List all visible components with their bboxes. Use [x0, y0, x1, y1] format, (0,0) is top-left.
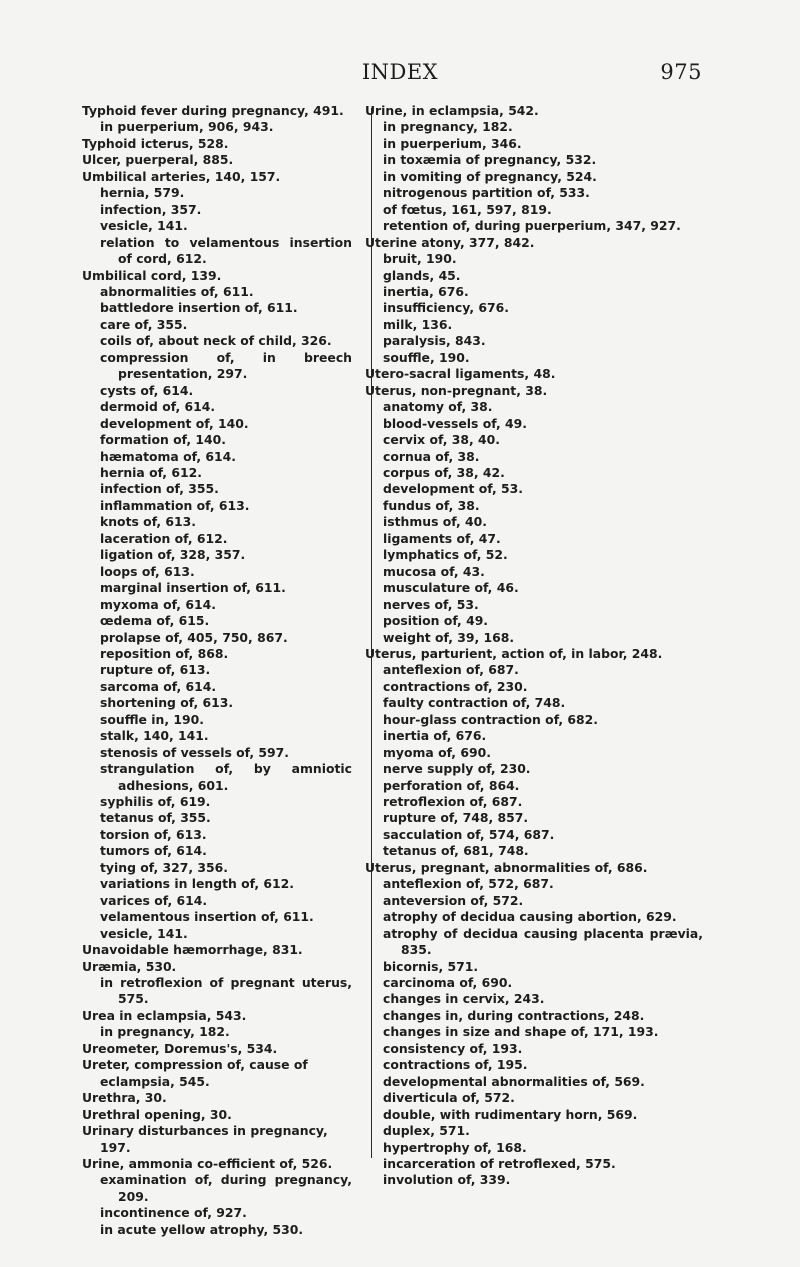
index-subentry: anteflexion of, 572, 687. — [383, 876, 554, 892]
index-subentry: coils of, about neck of child, 326. — [100, 333, 332, 349]
index-subentry: myxoma of, 614. — [100, 596, 216, 612]
index-subentry: variations in length of, 612. — [100, 876, 294, 892]
index-heading-entry: Urine, ammonia co-efficient of, 526. — [82, 1156, 333, 1171]
index-subentry: myoma of, 690. — [383, 744, 491, 760]
index-subentry: rupture of, 613. — [100, 662, 211, 678]
index-heading-entry: Uterus, pregnant, abnormalities of, 686. — [365, 859, 648, 875]
index-subentry: in pregnancy, 182. — [100, 1024, 230, 1040]
index-subentry: lymphatics of, 52. — [383, 547, 508, 563]
index-subentry: cervix of, 38, 40. — [383, 432, 500, 448]
index-subentry: retention of, during puerperium, 347, 927. — [383, 218, 681, 234]
index-subentry: loops of, 613. — [100, 563, 195, 579]
index-subentry: knots of, 613. — [100, 514, 197, 530]
index-subentry: developmental abnormalities of, 569. — [383, 1073, 645, 1089]
index-subentry: tumors of, 614. — [100, 843, 207, 859]
index-subentry: cysts of, 614. — [100, 382, 194, 398]
index-subentry: musculature of, 46. — [383, 580, 519, 596]
index-subentry: souffle, 190. — [383, 349, 470, 365]
index-subentry: perforation of, 864. — [383, 777, 520, 793]
index-column-right — [365, 103, 703, 1189]
index-subentry: incontinence of, 927. — [100, 1205, 247, 1221]
index-subentry: nitrogenous partition of, 533. — [383, 185, 590, 201]
index-subentry: inertia, 676. — [383, 283, 469, 299]
page-number: 975 — [660, 60, 702, 84]
index-subentry: anteflexion of, 687. — [383, 662, 519, 678]
index-subentry: formation of, 140. — [100, 432, 226, 448]
index-subentry: atrophy of decidua causing placenta prævia, 835. — [383, 925, 703, 958]
index-subentry: strangulation of, by amniotic adhesions, 601. — [100, 761, 352, 793]
index-subentry: tetanus of, 681, 748. — [383, 843, 529, 859]
index-subentry: development of, 140. — [100, 415, 249, 431]
index-subentry: torsion of, 613. — [100, 826, 207, 842]
index-subentry: reposition of, 868. — [100, 645, 229, 661]
index-subentry: inertia of, 676. — [383, 728, 487, 744]
index-subentry: bicornis, 571. — [383, 958, 479, 974]
index-subentry: in puerperium, 906, 943. — [100, 119, 274, 135]
index-subentry: faulty contraction of, 748. — [383, 695, 566, 711]
index-heading-entry: Umbilical cord, 139. — [82, 267, 222, 283]
index-subentry: weight of, 39, 168. — [383, 629, 515, 645]
index-heading-entry: Uterus, non-pregnant, 38. — [365, 382, 548, 398]
index-subentry: hypertrophy of, 168. — [383, 1139, 527, 1155]
index-subentry: in vomiting of pregnancy, 524. — [383, 168, 597, 184]
index-subentry: in pregnancy, 182. — [383, 119, 513, 135]
index-subentry: infection, 357. — [100, 201, 202, 217]
index-subentry: vesicle, 141. — [100, 218, 188, 234]
index-subentry: anteversion of, 572. — [383, 892, 524, 908]
index-subentry: velamentous insertion of, 611. — [100, 909, 314, 925]
index-subentry: marginal insertion of, 611. — [100, 580, 286, 596]
index-subentry: mucosa of, 43. — [383, 563, 485, 579]
index-subentry: hour-glass contraction of, 682. — [383, 711, 599, 727]
index-subentry: development of, 53. — [383, 481, 523, 497]
index-subentry: abnormalities of, 611. — [100, 283, 254, 299]
index-subentry: ligation of, 328, 357. — [100, 547, 246, 563]
index-heading-entry: Uterus, parturient, action of, in labor, 248. — [365, 645, 663, 661]
index-subentry: isthmus of, 40. — [383, 514, 487, 530]
page-title: INDEX — [361, 60, 439, 84]
index-subentry: sacculation of, 574, 687. — [383, 826, 555, 842]
index-subentry: infection of, 355. — [100, 481, 219, 497]
index-subentry: vesicle, 141. — [100, 925, 188, 941]
index-subentry: changes in cervix, 243. — [383, 991, 545, 1007]
index-heading-entry: Typhoid fever during pregnancy, 491. — [82, 103, 344, 118]
index-subentry: examination of, during pregnancy, 209. — [100, 1172, 352, 1204]
index-heading-entry: Ureometer, Doremus's, 534. — [82, 1040, 278, 1056]
index-subentry: shortening of, 613. — [100, 695, 234, 711]
index-subentry: hernia, 579. — [100, 185, 185, 201]
index-subentry: changes in size and shape of, 171, 193. — [383, 1024, 659, 1040]
index-subentry: corpus of, 38, 42. — [383, 464, 505, 480]
index-heading-entry: Urinary disturbances in pregnancy, 197. — [82, 1123, 328, 1155]
index-subentry: milk, 136. — [383, 316, 453, 332]
index-subentry: nerve supply of, 230. — [383, 761, 531, 777]
index-subentry: inflammation of, 613. — [100, 497, 250, 513]
index-subentry: in retroflexion of pregnant uterus, 575. — [100, 975, 352, 1007]
index-subentry: of fœtus, 161, 597, 819. — [383, 201, 552, 217]
index-subentry: laceration of, 612. — [100, 530, 228, 546]
index-subentry: prolapse of, 405, 750, 867. — [100, 629, 288, 645]
index-subentry: duplex, 571. — [383, 1123, 470, 1139]
index-subentry: retroflexion of, 687. — [383, 794, 523, 810]
index-heading-entry: Urine, in eclampsia, 542. — [365, 103, 539, 118]
index-subentry: consistency of, 193. — [383, 1040, 523, 1056]
index-subentry: syphilis of, 619. — [100, 794, 211, 810]
index-subentry: varices of, 614. — [100, 892, 208, 908]
index-subentry: stenosis of vessels of, 597. — [100, 744, 289, 760]
index-subentry: cornua of, 38. — [383, 448, 480, 464]
page-header — [0, 60, 800, 90]
index-subentry: fundus of, 38. — [383, 497, 480, 513]
index-subentry: battledore insertion of, 611. — [100, 300, 298, 316]
index-heading-entry: Urethra, 30. — [82, 1090, 167, 1106]
index-subentry: glands, 45. — [383, 267, 461, 283]
index-subentry: compression of, in breech presentation, 297. — [100, 349, 352, 382]
index-column-left — [82, 103, 352, 1238]
index-heading-entry: Urethral opening, 30. — [82, 1106, 232, 1122]
index-subentry: souffle in, 190. — [100, 711, 204, 727]
index-subentry: carcinoma of, 690. — [383, 975, 513, 991]
index-subentry: tetanus of, 355. — [100, 810, 211, 826]
index-subentry: hernia of, 612. — [100, 464, 202, 480]
index-subentry: hæmatoma of, 614. — [100, 448, 236, 464]
index-heading-entry: Urea in eclampsia, 543. — [82, 1007, 247, 1023]
index-subentry: blood-vessels of, 49. — [383, 415, 527, 431]
index-heading-entry: Uræmia, 530. — [82, 958, 177, 974]
index-subentry: involution of, 339. — [383, 1172, 511, 1188]
index-subentry: care of, 355. — [100, 316, 188, 332]
index-subentry: changes in, during contractions, 248. — [383, 1007, 645, 1023]
index-subentry: insufficiency, 676. — [383, 300, 509, 316]
index-subentry: atrophy of decidua causing abortion, 629. — [383, 909, 677, 925]
index-subentry: rupture of, 748, 857. — [383, 810, 529, 826]
index-subentry: contractions of, 230. — [383, 678, 528, 694]
index-heading-entry: Ulcer, puerperal, 885. — [82, 152, 234, 168]
index-subentry: contractions of, 195. — [383, 1057, 528, 1073]
index-subentry: stalk, 140, 141. — [100, 728, 209, 744]
index-subentry: paralysis, 843. — [383, 333, 486, 349]
index-subentry: position of, 49. — [383, 613, 489, 629]
index-subentry: ligaments of, 47. — [383, 530, 501, 546]
index-subentry: double, with rudimentary horn, 569. — [383, 1106, 638, 1122]
index-subentry: incarceration of retroflexed, 575. — [383, 1156, 616, 1171]
index-heading-entry: Ureter, compression of, cause of eclampsia, 545. — [82, 1057, 308, 1089]
index-subentry: diverticula of, 572. — [383, 1090, 515, 1106]
index-subentry: relation to velamentous insertion of cord, 612. — [100, 234, 352, 267]
index-subentry: œdema of, 615. — [100, 613, 210, 629]
index-subentry: in puerperium, 346. — [383, 135, 522, 151]
index-heading-entry: Uterine atony, 377, 842. — [365, 234, 535, 250]
index-subentry: anatomy of, 38. — [383, 399, 493, 415]
index-subentry: tying of, 327, 356. — [100, 859, 228, 875]
index-heading-entry: Umbilical arteries, 140, 157. — [82, 168, 281, 184]
index-subentry: in toxæmia of pregnancy, 532. — [383, 152, 597, 168]
index-heading-entry: Typhoid icterus, 528. — [82, 135, 229, 151]
index-subentry: bruit, 190. — [383, 251, 457, 267]
index-heading-entry: Unavoidable hæmorrhage, 831. — [82, 942, 303, 958]
index-subentry: in acute yellow atrophy, 530. — [100, 1221, 304, 1237]
index-subentry: sarcoma of, 614. — [100, 678, 217, 694]
index-subentry: nerves of, 53. — [383, 596, 479, 612]
index-subentry: dermoid of, 614. — [100, 399, 216, 415]
index-heading-entry: Utero-sacral ligaments, 48. — [365, 366, 556, 382]
